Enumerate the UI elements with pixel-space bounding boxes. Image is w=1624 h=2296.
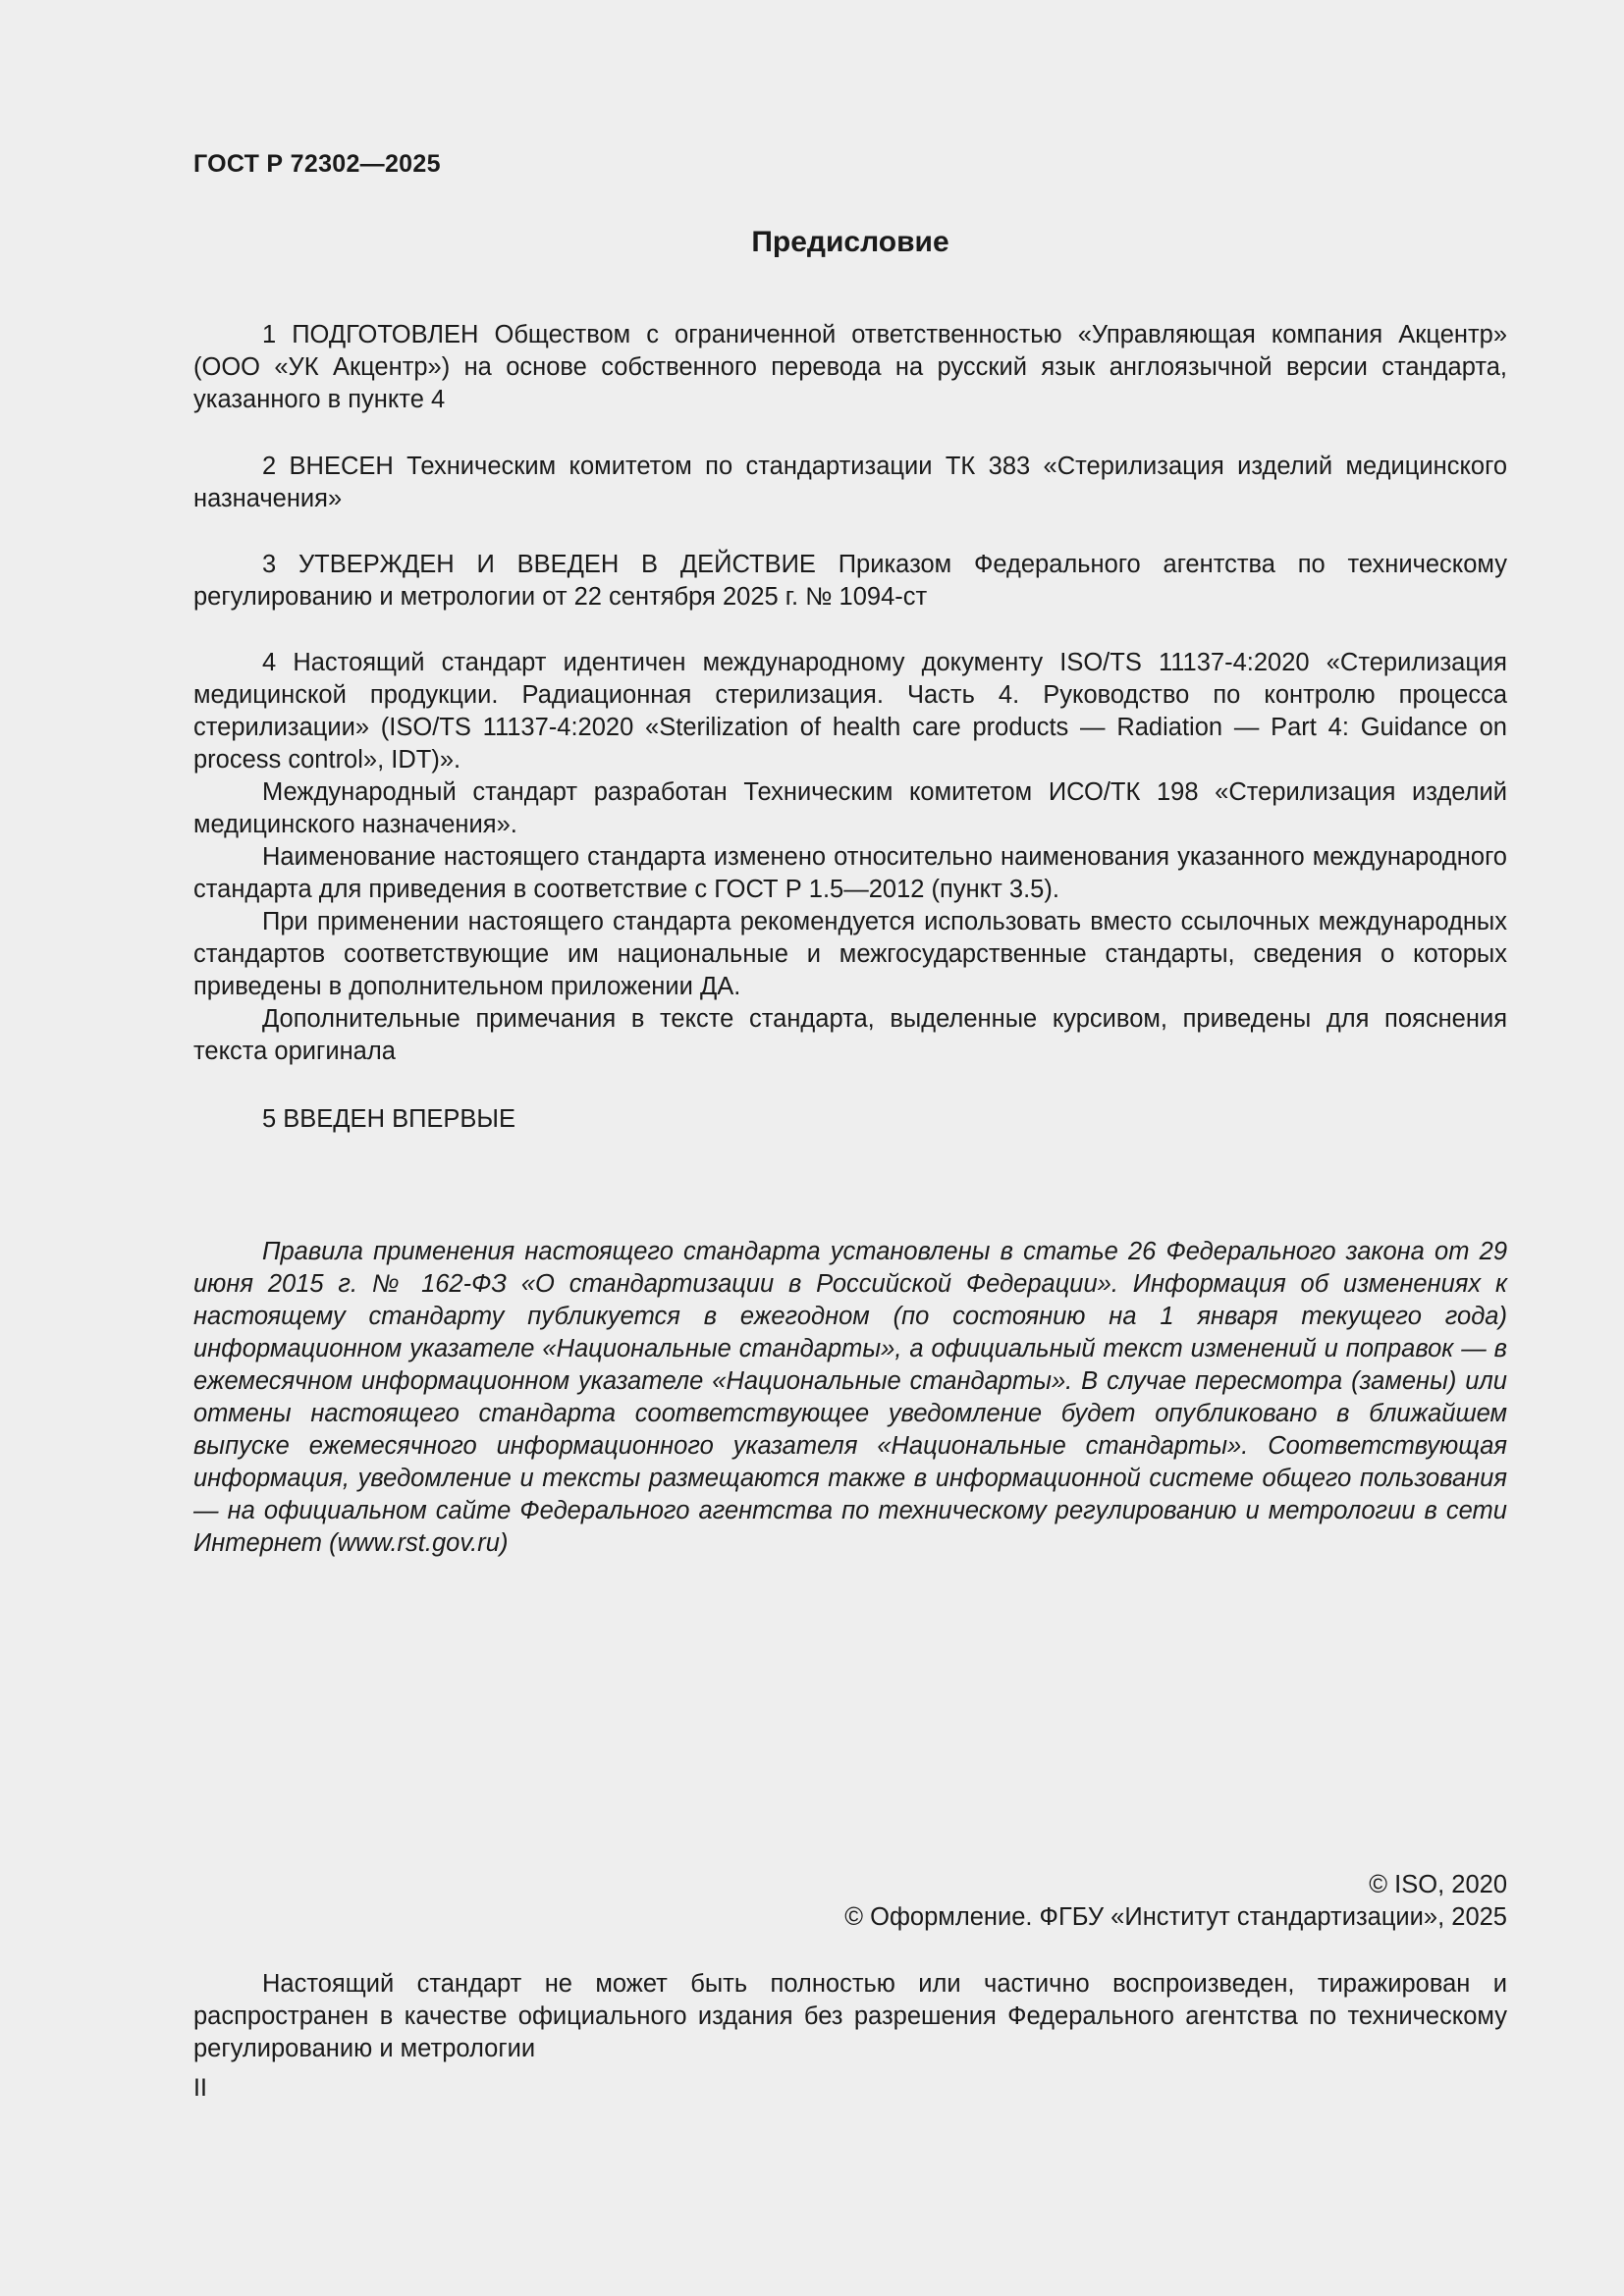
paragraph-2-submitted: 2 ВНЕСЕН Техническим комитетом по стандартизации ТК 383 «Стерилизация изделий медицинского назначения» [193, 453, 1507, 512]
page-number: II [193, 2074, 207, 2102]
paragraph-4-notes: Дополнительные примечания в тексте стандарта, выделенные курсивом, приведены для пояснения текста оригинала [193, 1005, 1507, 1065]
paragraph-4-international: Международный стандарт разработан Техническим комитетом ИСО/ТК 198 «Стерилизация изделий медицинского назначения». [193, 778, 1507, 838]
paragraph-4-references: При применении настоящего стандарта рекомендуется использовать вместо ссылочных международных стандартов соответствующие им национальные и межгосударственные стандарты, сведения о которых приведены в дополнительном приложении ДА. [193, 908, 1507, 1000]
paragraph-5-introduced: 5 ВВЕДЕН ВПЕРВЫЕ [262, 1105, 516, 1133]
rules-note: Правила применения настоящего стандарта установлены в статье 26 Федерального закона от 29 июня 2015 г. № 162-ФЗ «О стандартизации в Российской Федерации». Информация об изменениях к настоящему стандарту публикуется в ежегодном (по состоянию на 1 января текущего года) информационном указателе «Национальные стандарты», а официальный текст изменений и поправок — в ежемесячном информационном указателе «Национальные стандарты». В случае пересмотра (замены) или отмены настоящего стандарта соответствующее уведомление будет опубликовано в ближайшем выпуске ежемесячного информационного указателя «Национальные стандарты». Соответствующая информация, уведомление и тексты размещаются также в информационной системе общего пользования — на официальном сайте Федерального агентства по техническому регулированию и метрологии в сети Интернет (www.rst.gov.ru) [193, 1238, 1507, 1557]
copyright-iso: © ISO, 2020 [1369, 1871, 1507, 1898]
paragraph-4-identical: 4 Настоящий стандарт идентичен международному документу ISO/TS 11137-4:2020 «Стерилизация медицинской продукции. Радиационная стерилизация. Часть 4. Руководство по контролю процесса стерилизации» (ISO/TS 11137-4:2020 «Sterilization of health care products — Radiation — Part 4: Guidance on process control», IDT)». [193, 649, 1507, 774]
reproduction-note: Настоящий стандарт не может быть полностью или частично воспроизведен, тиражирован и распространен в качестве официального издания без разрешения Федерального агентства по техническому регулированию и метрологии [193, 1970, 1507, 2062]
paragraph-1-prepared: 1 ПОДГОТОВЛЕН Обществом с ограниченной ответственностью «Управляющая компания Акцентр» (ООО «УК Акцентр») на основе собственного перевода на русский язык англоязычной версии стандарта, указанного в пункте 4 [193, 321, 1507, 413]
paragraph-4-title-changed: Наименование настоящего стандарта изменено относительно наименования указанного международного стандарта для приведения в соответствие с ГОСТ Р 1.5—2012 (пункт 3.5). [193, 843, 1507, 903]
document-code: ГОСТ Р 72302—2025 [193, 150, 441, 178]
page-title: Предисловие [751, 226, 949, 258]
document-page [193, 0, 1507, 2296]
copyright-design: © Оформление. ФГБУ «Институт стандартизации», 2025 [844, 1903, 1507, 1931]
paragraph-3-approved: 3 УТВЕРЖДЕН И ВВЕДЕН В ДЕЙСТВИЕ Приказом Федерального агентства по техническому регулированию и метрологии от 22 сентября 2025 г. № 1094-ст [193, 551, 1507, 611]
